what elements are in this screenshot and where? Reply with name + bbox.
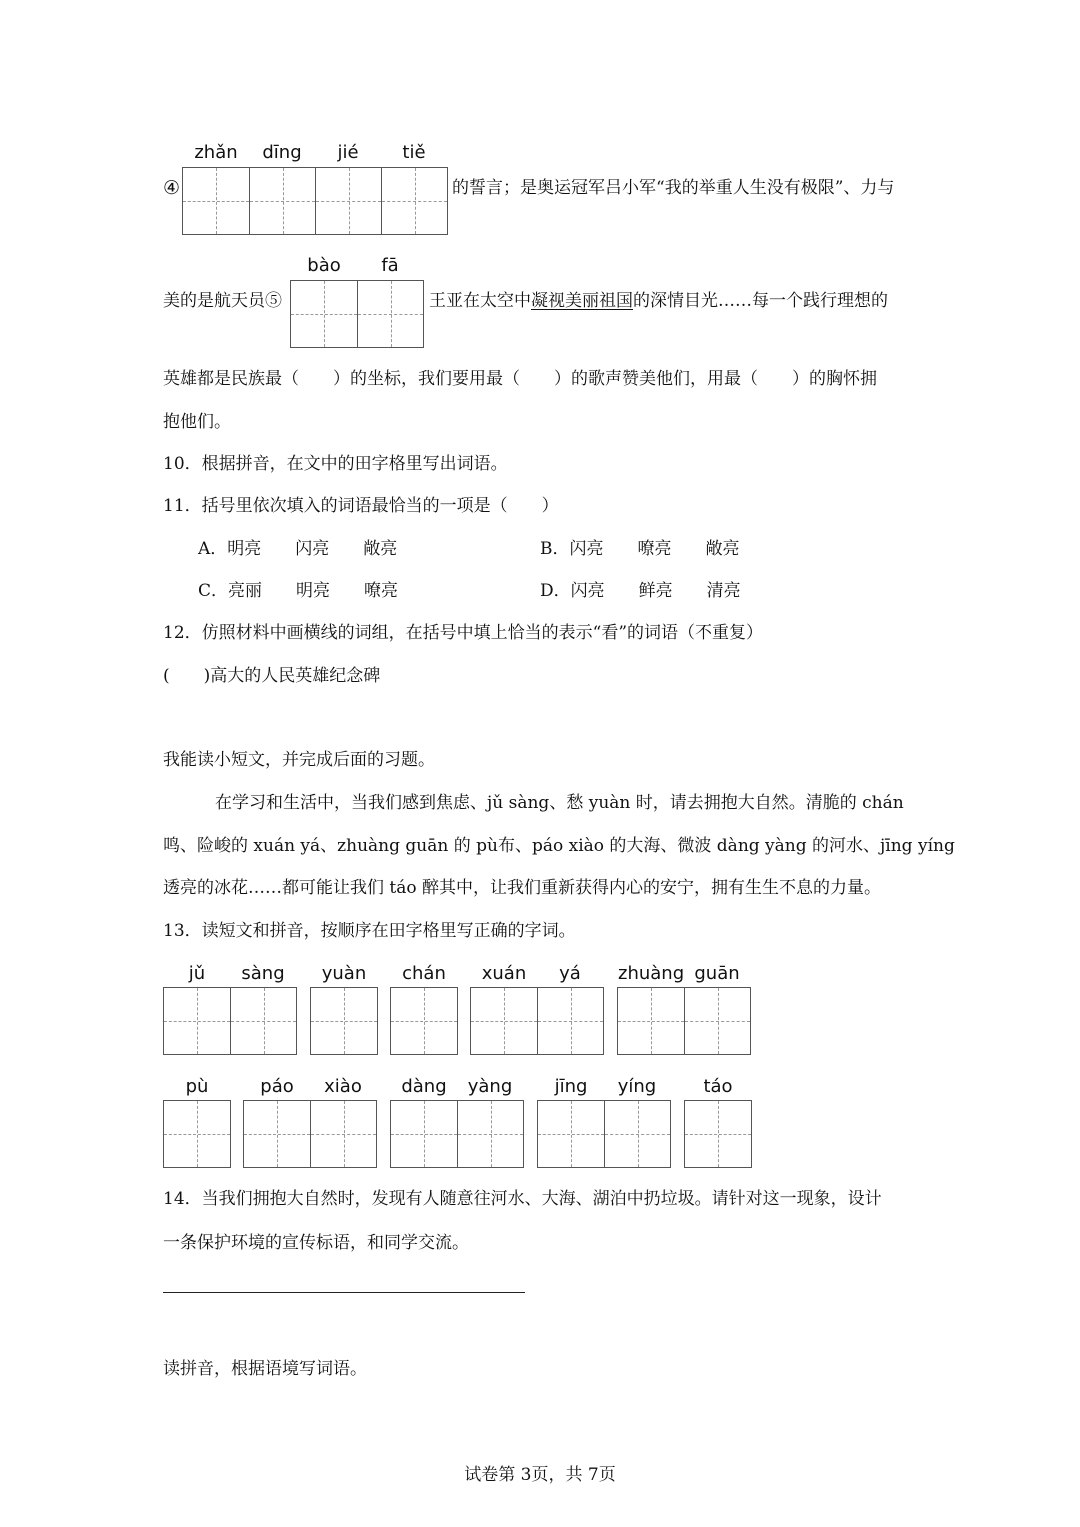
pinyin: chán [402,963,446,984]
pinyin: yá [559,963,581,984]
pinyin: yíng [617,1076,657,1097]
pinyin: páo [260,1076,294,1097]
pinyin: xuán [481,963,527,984]
pinyin: táo [703,1076,733,1097]
question-11: 11．括号里依次填入的词语最恰当的一项是（ ） [163,496,559,516]
pinyin: jǔ [188,963,206,984]
question-10: 10．根据拼音，在文中的田字格里写出词语。 [163,454,508,474]
pinyin: zhǎn [194,142,238,163]
pinyin: tiě [402,142,426,163]
pinyin: zhuàng [618,963,685,984]
tianzige-grid[interactable] [290,280,424,348]
underlined-phrase: 凝视美丽祖国 [531,291,633,311]
question-14-line2: 一条保护环境的宣传标语，和同学交流。 [163,1233,469,1253]
option-c[interactable]: C．亮丽 明亮 嘹亮 [198,581,399,601]
text-line: 英雄都是民族最（ ）的坐标，我们要用最（ ）的歌声赞美他们，用最（ ）的胸怀拥 [163,369,877,389]
passage-line: 鸣、险峻的 xuán yá、zhuàng guān 的 pù布、páo xiào 的大海、微波 dàng yàng 的河水、jīng yíng [163,836,955,856]
pinyin: xiào [324,1076,362,1097]
tianzige-grid[interactable] [390,987,458,1055]
option-b[interactable]: B．闪亮 嘹亮 敞亮 [540,539,740,559]
pinyin: guān [694,963,740,984]
page-footer: 试卷第 3页，共 7页 [464,1465,616,1485]
pinyin: bào [307,255,341,276]
section-heading: 读拼音，根据语境写词语。 [163,1359,367,1379]
answer-line[interactable] [163,1292,525,1293]
pinyin: fā [381,255,399,276]
tianzige-grid[interactable] [617,987,751,1055]
fill-in-line[interactable]: ( )高大的人民英雄纪念碑 [163,666,381,686]
tianzige-grid[interactable] [182,167,448,235]
tianzige-grid[interactable] [163,987,297,1055]
text-line: 美的是航天员⑤ [163,291,282,311]
tianzige-grid[interactable] [684,1100,752,1168]
question-13: 13．读短文和拼音，按顺序在田字格里写正确的字词。 [163,921,576,941]
pinyin: dàng [401,1076,447,1097]
passage-line: 在学习和生活中，当我们感到焦虑、jǔ sàng、愁 yuàn 时，请去拥抱大自然。清脆的 chán [215,793,904,813]
text-line: 王亚在太空中凝视美丽祖国的深情目光……每一个践行理想的 [429,291,888,311]
tianzige-grid[interactable] [390,1100,524,1168]
circle-number-4: ④ [163,177,181,199]
section-intro: 我能读小短文，并完成后面的习题。 [163,750,435,770]
pinyin: dīng [262,142,302,163]
pinyin: jīng [554,1076,588,1097]
text-line: 的誓言；是奥运冠军吕小军“我的举重人生没有极限”、力与 [452,178,895,198]
text-line: 抱他们。 [163,412,231,432]
tianzige-grid[interactable] [310,987,378,1055]
tianzige-grid[interactable] [163,1100,231,1168]
option-a[interactable]: A．明亮 闪亮 敞亮 [198,539,398,559]
tianzige-grid[interactable] [243,1100,377,1168]
question-14: 14．当我们拥抱大自然时，发现有人随意往河水、大海、湖泊中扔垃圾。请针对这一现象，设计 [163,1189,882,1209]
pinyin: pù [185,1076,209,1097]
question-12: 12．仿照材料中画横线的词组，在括号中填上恰当的表示“看”的词语（不重复） [163,623,764,643]
passage-line: 透亮的冰花……都可能让我们 táo 醉其中，让我们重新获得内心的安宁，拥有生生不息的力量。 [163,878,882,898]
option-d[interactable]: D．闪亮 鲜亮 清亮 [540,581,741,601]
pinyin: yuàn [321,963,367,984]
pinyin: yàng [467,1076,513,1097]
pinyin: sàng [241,963,285,984]
tianzige-grid[interactable] [537,1100,671,1168]
tianzige-grid[interactable] [470,987,604,1055]
pinyin: jié [337,142,359,163]
